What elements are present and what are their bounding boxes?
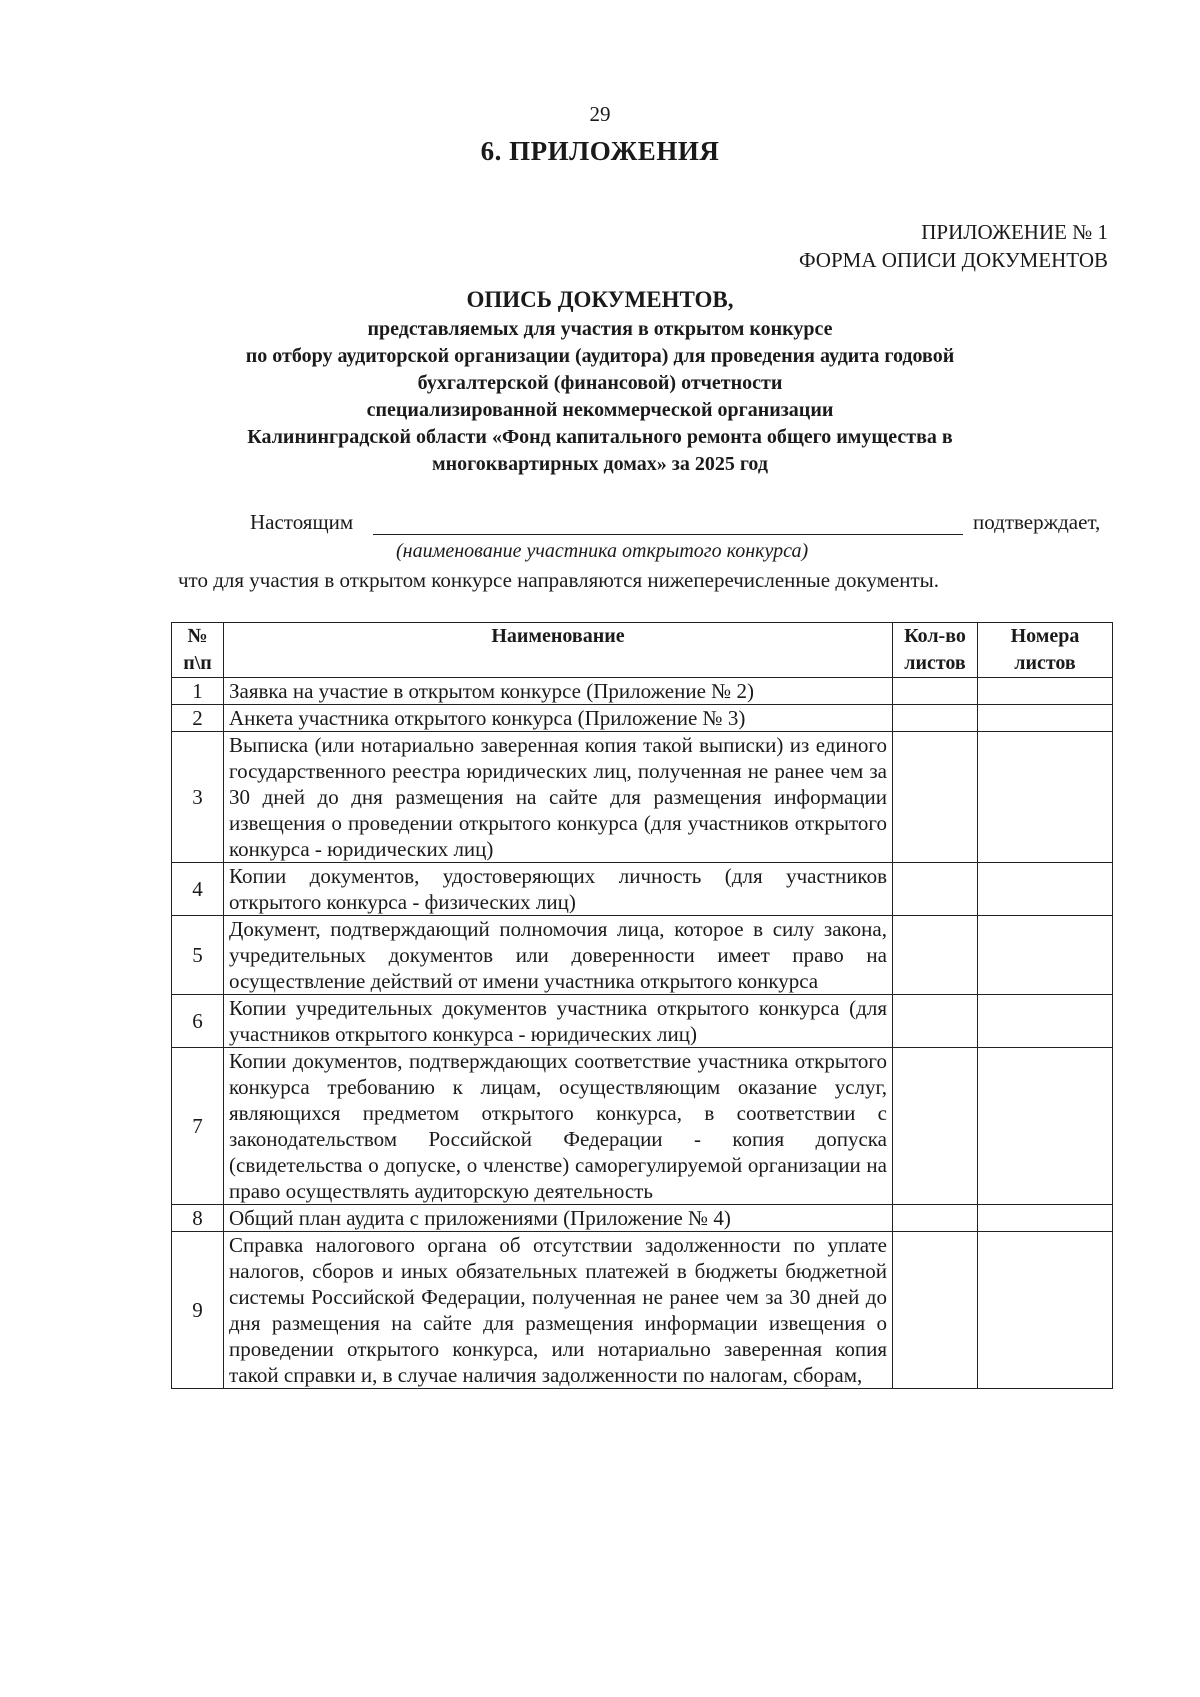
row-name: Анкета участника открытого конкурса (Приложение № 3) xyxy=(224,705,893,732)
confirmation-start: Настоящим xyxy=(250,510,354,534)
appendix-caption: ФОРМА ОПИСИ ДОКУМЕНТОВ xyxy=(798,248,1108,272)
row-pages-cell[interactable] xyxy=(978,732,1113,863)
row-name: Выписка (или нотариально заверенная копия такой выписки) из единого государственного реестра юридических лиц, полученная не ранее чем за 30 дней до дня размещения на сайте для размещения информации извещения о проведении открытого конкурса (для участников открытого конкурса - юридических лиц) xyxy=(224,732,893,863)
row-qty-cell[interactable] xyxy=(893,732,978,863)
document-title-line: Калининградской области «Фонд капитального ремонта общего имущества в xyxy=(247,426,953,448)
table-row xyxy=(172,916,1113,995)
participant-name-hint: (наименование участника открытого конкурса) xyxy=(396,540,809,562)
row-name: Общий план аудита с приложениями (Приложение № 4) xyxy=(224,1205,893,1232)
row-pages-cell[interactable] xyxy=(978,916,1113,995)
row-pages-cell[interactable] xyxy=(978,863,1113,916)
row-pages-cell[interactable] xyxy=(978,1205,1113,1232)
row-number: 1 xyxy=(172,678,224,705)
row-name: Справка налогового органа об отсутствии задолженности по уплате налогов, сборов и иных обязательных платежей в бюджеты бюджетной системы Российской Федерации, полученная не ранее чем за 30 дней до дня размещения на сайте для размещения информации извещения о проведении открытого конкурса, или нотариально заверенная копия такой справки и, в случае наличия задолженности по налогам, сборам, xyxy=(224,1232,893,1389)
header-pages: Номера листов xyxy=(978,623,1113,678)
table-row xyxy=(172,863,1113,916)
section-title: 6. ПРИЛОЖЕНИЯ xyxy=(480,136,720,166)
participant-name-field[interactable] xyxy=(373,534,963,535)
row-pages-cell[interactable] xyxy=(978,705,1113,732)
row-number: 3 xyxy=(172,732,224,863)
table-row xyxy=(172,678,1113,705)
document-title-line: бухгалтерской (финансовой) отчетности xyxy=(417,372,783,394)
row-qty-cell[interactable] xyxy=(893,995,978,1048)
page-number: 29 xyxy=(589,102,611,126)
row-name: Копии учредительных документов участника открытого конкурса (для участников открытого конкурса - юридических лиц) xyxy=(224,995,893,1048)
row-name: Копии документов, подтверждающих соответствие участника открытого конкурса требованию к лицам, осуществляющим оказание услуг, являющихся предметом открытого конкурса, в соответствии с законодательством Российской Федерации - копия допуска (свидетельства о допуске, о членстве) саморегулируемой организации на право осуществлять аудиторскую деятельность xyxy=(224,1048,893,1205)
table-row xyxy=(172,705,1113,732)
row-qty-cell[interactable] xyxy=(893,916,978,995)
documents-table xyxy=(171,622,1113,1389)
row-number: 2 xyxy=(172,705,224,732)
row-pages-cell[interactable] xyxy=(978,678,1113,705)
row-qty-cell[interactable] xyxy=(893,705,978,732)
table-row xyxy=(172,732,1113,863)
document-title-line: представляемых для участия в открытом конкурсе xyxy=(367,318,833,340)
row-name: Копии документов, удостоверяющих личность (для участников открытого конкурса - физических лиц) xyxy=(224,863,893,916)
row-number: 8 xyxy=(172,1205,224,1232)
row-pages-cell[interactable] xyxy=(978,1232,1113,1389)
confirmation-statement xyxy=(178,510,1118,592)
table-row xyxy=(172,1048,1113,1205)
row-pages-cell[interactable] xyxy=(978,995,1113,1048)
confirmation-end: подтверждает, xyxy=(973,510,1101,534)
confirmation-rest: что для участия в открытом конкурсе направляются нижеперечисленные документы. xyxy=(178,568,940,592)
appendix-header xyxy=(799,218,1108,274)
document-title-line: специализированной некоммерческой организации xyxy=(366,399,834,421)
table-row xyxy=(172,995,1113,1048)
row-qty-cell[interactable] xyxy=(893,863,978,916)
header-name: Наименование xyxy=(224,623,893,678)
table-header-row xyxy=(172,623,1113,678)
row-number: 7 xyxy=(172,1048,224,1205)
document-title-line: по отбору аудиторской организации (аудитора) для проведения аудита годовой xyxy=(245,345,955,367)
document-title xyxy=(0,284,1200,478)
header-qty: Кол-во листов xyxy=(893,623,978,678)
header-num: № п\п xyxy=(172,623,224,678)
table-row xyxy=(172,1232,1113,1389)
table-row xyxy=(172,1205,1113,1232)
row-qty-cell[interactable] xyxy=(893,1232,978,1389)
appendix-number: ПРИЛОЖЕНИЕ № 1 xyxy=(921,220,1108,244)
row-pages-cell[interactable] xyxy=(978,1048,1113,1205)
row-name: Документ, подтверждающий полномочия лица, которое в силу закона, учредительных документов или доверенности имеет право на осуществление действий от имени участника открытого конкурса xyxy=(224,916,893,995)
row-qty-cell[interactable] xyxy=(893,1048,978,1205)
row-number: 9 xyxy=(172,1232,224,1389)
document-title-line: многоквартирных домах» за 2025 год xyxy=(432,453,768,475)
row-qty-cell[interactable] xyxy=(893,678,978,705)
row-name: Заявка на участие в открытом конкурсе (Приложение № 2) xyxy=(224,678,893,705)
row-qty-cell[interactable] xyxy=(893,1205,978,1232)
row-number: 6 xyxy=(172,995,224,1048)
document-title-main: ОПИСЬ ДОКУМЕНТОВ, xyxy=(466,287,734,312)
row-number: 5 xyxy=(172,916,224,995)
row-number: 4 xyxy=(172,863,224,916)
